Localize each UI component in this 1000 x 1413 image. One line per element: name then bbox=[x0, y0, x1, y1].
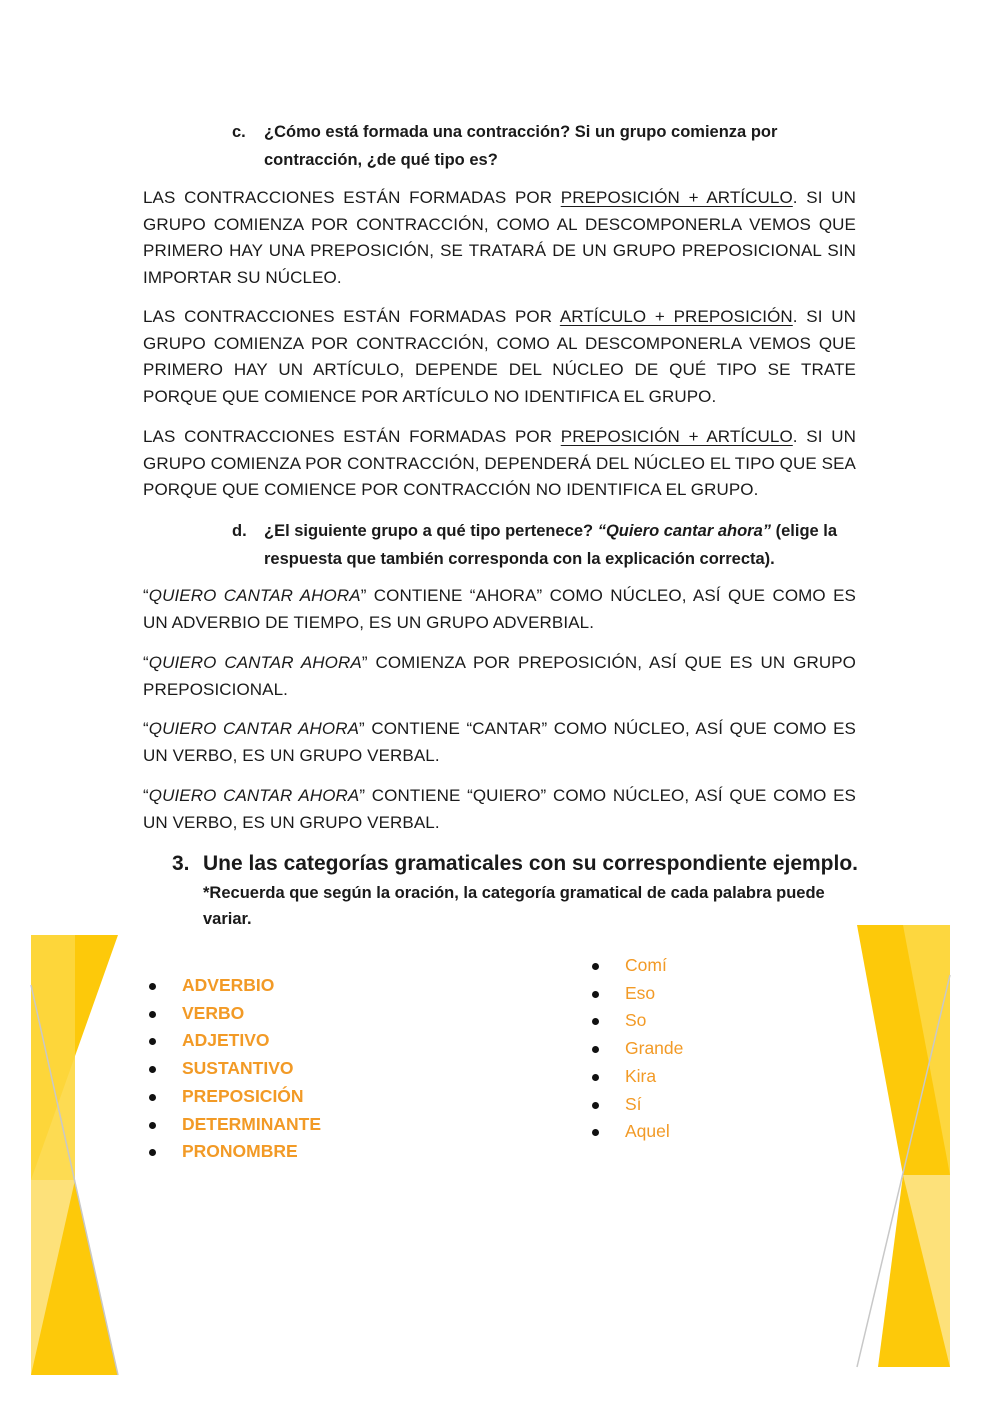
example-item[interactable]: Sí bbox=[586, 1091, 683, 1119]
option-c-3-prefix: LAS CONTRACCIONES ESTÁN FORMADAS POR bbox=[143, 427, 561, 446]
right-bottom-shape bbox=[878, 1175, 950, 1367]
right-grey-line bbox=[857, 975, 950, 1367]
option-c-1[interactable] bbox=[143, 185, 856, 291]
option-c-2[interactable] bbox=[143, 304, 856, 410]
left-top-triangle bbox=[31, 935, 118, 1180]
option-d-4-open: “ bbox=[143, 786, 149, 805]
example-item[interactable]: So bbox=[586, 1007, 683, 1035]
section-3-note: *Recuerda que según la oración, la categoría gramatical de cada palabra puede variar. bbox=[203, 884, 825, 928]
option-c-2-suffix: . SI UN GRUPO COMIENZA POR CONTRACCIÓN, COMO AL DESCOMPONERLA VEMOS QUE PRIMERO HAY UN ARTÍCULO, DEPENDE DEL NÚCLEO DE QUÉ TIPO SE TRATE PORQUE QUE COMIENCE POR ARTÍCULO NO IDENTIFICA EL GRUPO. bbox=[143, 307, 856, 406]
section-3-title: Une las categorías gramaticales con su correspondiente ejemplo. bbox=[203, 852, 858, 875]
section-3 bbox=[172, 848, 858, 932]
right-bottom-light bbox=[903, 1175, 950, 1367]
question-c-text: ¿Cómo está formada una contracción? Si un grupo comienza por contracción, ¿de qué tipo es? bbox=[264, 123, 778, 169]
question-d-letter: d. bbox=[232, 522, 247, 540]
categories-list bbox=[143, 972, 321, 1166]
section-3-number: 3. bbox=[172, 852, 190, 875]
left-bottom-light bbox=[31, 1180, 75, 1375]
category-item[interactable]: PRONOMBRE bbox=[143, 1138, 321, 1166]
option-d-4-rest: ” CONTIENE “QUIERO” COMO NÚCLEO, ASÍ QUE COMO ES UN VERBO, ES UN GRUPO VERBAL. bbox=[143, 786, 856, 832]
left-upper-strip bbox=[31, 935, 75, 1180]
option-d-3-open: “ bbox=[143, 719, 149, 738]
option-d-2[interactable] bbox=[143, 650, 856, 703]
option-c-1-prefix: LAS CONTRACCIONES ESTÁN FORMADAS POR bbox=[143, 188, 561, 207]
option-d-2-open: “ bbox=[143, 653, 149, 672]
option-d-1-phrase: QUIERO CANTAR AHORA bbox=[148, 586, 361, 605]
option-c-2-underlined: ARTÍCULO + PREPOSICIÓN bbox=[559, 307, 793, 326]
example-item[interactable]: Comí bbox=[586, 952, 683, 980]
option-d-4[interactable] bbox=[143, 783, 856, 836]
category-item[interactable]: PREPOSICIÓN bbox=[143, 1083, 321, 1111]
example-item[interactable]: Kira bbox=[586, 1063, 683, 1091]
question-d-text-after: (elige la respuesta que también corresponda con la explicación correcta). bbox=[264, 522, 838, 568]
category-item[interactable]: ADJETIVO bbox=[143, 1027, 321, 1055]
category-item[interactable]: VERBO bbox=[143, 1000, 321, 1028]
option-c-3[interactable] bbox=[143, 424, 856, 504]
option-d-3-phrase: QUIERO CANTAR AHORA bbox=[148, 719, 360, 738]
example-item[interactable]: Grande bbox=[586, 1035, 683, 1063]
category-item[interactable]: DETERMINANTE bbox=[143, 1111, 321, 1139]
question-d bbox=[232, 517, 860, 573]
option-d-3[interactable] bbox=[143, 716, 856, 769]
examples-list bbox=[586, 952, 683, 1146]
option-c-1-suffix: . SI UN GRUPO COMIENZA POR CONTRACCIÓN, COMO AL DESCOMPONERLA VEMOS QUE PRIMERO HAY UNA PREPOSICIÓN, SE TRATARÁ DE UN GRUPO PREPOSICIONAL SIN IMPORTAR SU NÚCLEO. bbox=[143, 188, 856, 287]
right-top-light bbox=[903, 925, 950, 1175]
option-d-1[interactable] bbox=[143, 583, 856, 636]
question-c bbox=[232, 118, 832, 174]
example-item[interactable]: Aquel bbox=[586, 1118, 683, 1146]
option-d-2-rest: ” COMIENZA POR PREPOSICIÓN, ASÍ QUE ES UN GRUPO PREPOSICIONAL. bbox=[143, 653, 856, 699]
option-d-1-open: “ bbox=[143, 586, 149, 605]
left-grey-line bbox=[31, 985, 118, 1375]
option-d-1-rest: ” CONTIENE “AHORA” COMO NÚCLEO, ASÍ QUE COMO ES UN ADVERBIO DE TIEMPO, ES UN GRUPO ADVERBIAL. bbox=[143, 586, 856, 632]
option-d-2-phrase: QUIERO CANTAR AHORA bbox=[148, 653, 362, 672]
left-bottom-shape bbox=[31, 1180, 118, 1375]
option-c-1-underlined: PREPOSICIÓN + ARTÍCULO bbox=[560, 188, 793, 207]
option-c-2-prefix: LAS CONTRACCIONES ESTÁN FORMADAS POR bbox=[143, 307, 560, 326]
question-d-text-before: ¿El siguiente grupo a qué tipo pertenece? bbox=[264, 522, 598, 540]
question-c-letter: c. bbox=[232, 123, 246, 141]
option-c-3-suffix: . SI UN GRUPO COMIENZA POR CONTRACCIÓN, DEPENDERÁ DEL NÚCLEO EL TIPO QUE SEA PORQUE QUE COMIENCE POR CONTRACCIÓN NO IDENTIFICA EL GRUPO. bbox=[143, 427, 856, 499]
right-top-shape bbox=[857, 925, 950, 1175]
question-d-quote: “Quiero cantar ahora” bbox=[597, 522, 772, 540]
option-d-3-rest: ” CONTIENE “CANTAR” COMO NÚCLEO, ASÍ QUE COMO ES UN VERBO, ES UN GRUPO VERBAL. bbox=[143, 719, 856, 765]
option-c-3-underlined: PREPOSICIÓN + ARTÍCULO bbox=[560, 427, 793, 446]
option-d-4-phrase: QUIERO CANTAR AHORA bbox=[148, 786, 360, 805]
category-item[interactable]: ADVERBIO bbox=[143, 972, 321, 1000]
category-item[interactable]: SUSTANTIVO bbox=[143, 1055, 321, 1083]
example-item[interactable]: Eso bbox=[586, 980, 683, 1008]
